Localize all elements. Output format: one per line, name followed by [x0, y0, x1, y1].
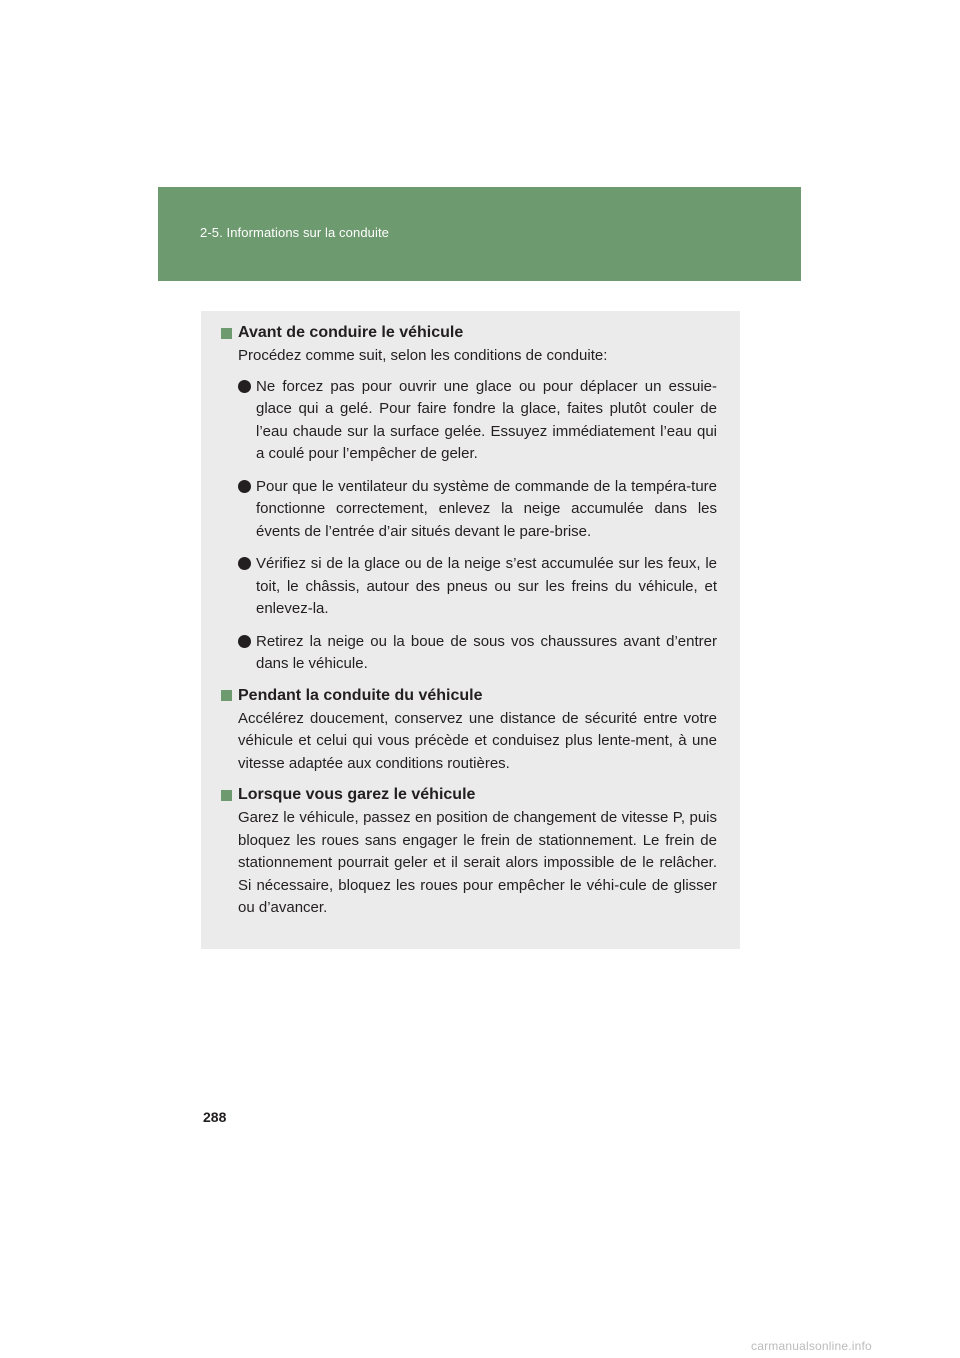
- content-box: [201, 311, 740, 949]
- section-heading: [221, 686, 717, 706]
- list-item: [238, 376, 717, 466]
- section-while-driving: [221, 686, 717, 776]
- section-when-parking: [221, 785, 717, 920]
- list-item-text: Retirez la neige ou la boue de sous vos chaussures avant d’entrer dans le véhicule.: [256, 632, 717, 672]
- list-item: [238, 553, 717, 621]
- section-heading-text: Avant de conduire le véhicule: [238, 324, 464, 341]
- bullet-list: [238, 376, 717, 676]
- square-bullet-icon: [221, 328, 232, 339]
- round-bullet-icon: [238, 480, 251, 493]
- section-heading-text: Lorsque vous garez le véhicule: [238, 786, 476, 803]
- list-item-text: Pour que le ventilateur du système de commande de la tempéra-ture fonctionne correctement, enlevez la neige accumulée dans les évents de l’entrée d’air situés devant le pare-brise.: [256, 477, 717, 540]
- section-heading: [221, 785, 717, 805]
- watermark: carmanualsonline.info: [751, 1339, 872, 1353]
- square-bullet-icon: [221, 690, 232, 701]
- list-item-text: Vérifiez si de la glace ou de la neige s’est accumulée sur les feux, le toit, le châssis, autour des pneus ou sur les freins du véhicule, et enlevez-la.: [256, 555, 717, 617]
- header-band: [158, 187, 801, 281]
- square-bullet-icon: [221, 790, 232, 801]
- section-intro: Procédez comme suit, selon les conditions de conduite:: [238, 347, 608, 364]
- section-heading-text: Pendant la conduite du véhicule: [238, 686, 483, 704]
- list-item: [238, 631, 717, 676]
- section-before-driving: [221, 323, 717, 676]
- round-bullet-icon: [238, 635, 251, 648]
- round-bullet-icon: [238, 557, 251, 570]
- list-item-text: Ne forcez pas pour ouvrir une glace ou pour déplacer un essuie-glace qui a gelé. Pour faire fondre la glace, faites plutôt couler de l’eau chaude sur la surface gelée. Essuyez immédiatement l’eau qui a coulé pour l’empêcher de geler.: [256, 377, 717, 462]
- section-body: Accélérez doucement, conservez une distance de sécurité entre votre véhicule et celui qui vous précède et conduisez plus lente-ment, à une vitesse adaptée aux conditions routières.: [238, 709, 717, 772]
- section-title: 2-5. Informations sur la conduite: [200, 225, 390, 240]
- list-item: [238, 476, 717, 544]
- section-heading: [221, 323, 717, 343]
- page-number: 288: [203, 1109, 227, 1125]
- section-body: Garez le véhicule, passez en position de changement de vitesse P, puis bloquez les roues sans engager le frein de stationnement. Le frein de stationnement pourrait geler et il serait alors impossible de le relâcher. Si nécessaire, bloquez les roues pour empêcher le véhi-cule de glisser ou d’avancer.: [238, 809, 717, 916]
- round-bullet-icon: [238, 380, 251, 393]
